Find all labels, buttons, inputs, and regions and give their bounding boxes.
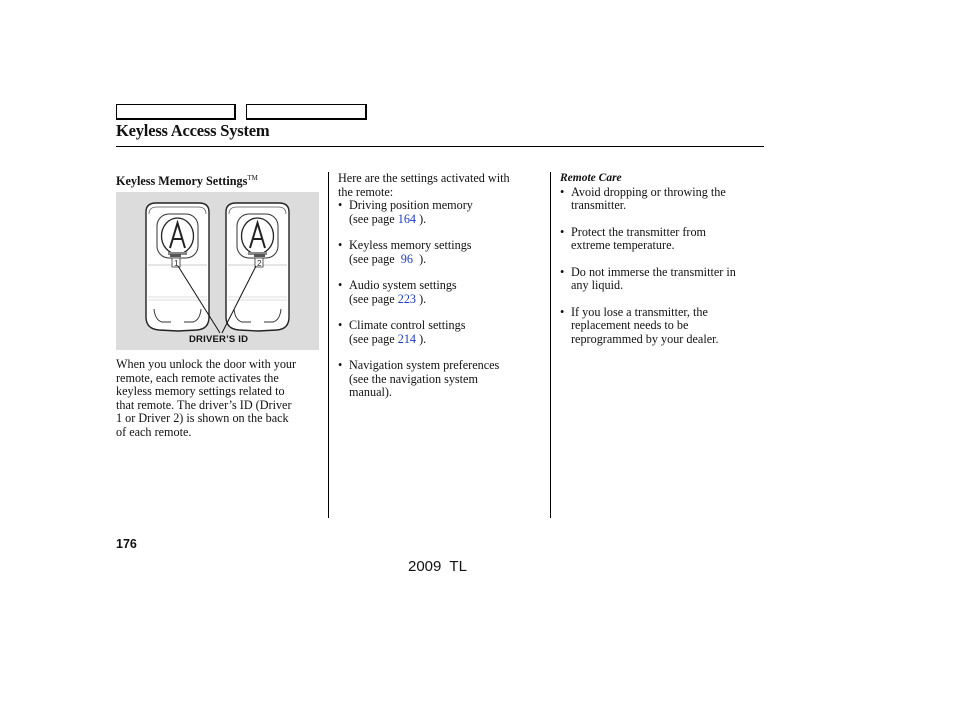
- care-item: • Avoid dropping or throwing the transmitter.: [560, 184, 726, 212]
- intro-line: Here are the settings activated with: [338, 171, 510, 185]
- care-item: • Protect the transmitter from extreme temperature.: [560, 224, 707, 252]
- page-link[interactable]: 223: [397, 291, 417, 306]
- page-number: 176: [116, 537, 137, 551]
- paragraph-line: of each remote.: [116, 424, 192, 439]
- page-reference: (see page 223 ).: [349, 291, 427, 306]
- paragraph-line: that remote. The driver’s ID (Driver: [116, 397, 292, 412]
- title-rule: [116, 146, 764, 147]
- remote-2-illustration: [226, 203, 289, 331]
- care-item: • Do not immerse the transmitter in any liquid.: [560, 264, 736, 292]
- settings-item: • Climate control settings (see page 214 ).: [338, 319, 543, 346]
- settings-item-detail: manual).: [349, 385, 392, 399]
- column-divider-2: [550, 172, 551, 518]
- remote-figure: [116, 192, 319, 350]
- settings-item: • Keyless memory settings (see page 96 ).: [338, 239, 543, 266]
- remote-id-1: 1: [174, 259, 179, 268]
- settings-item-label: Keyless memory settings: [349, 238, 472, 252]
- paragraph-line: keyless memory settings related to: [116, 384, 285, 398]
- settings-item: • Navigation system preferences (see the navigation system manual).: [338, 359, 543, 400]
- page-reference: (see page 96 ).: [349, 251, 427, 266]
- settings-item-label: Climate control settings: [349, 318, 466, 332]
- section-heading-text: Keyless Memory Settings: [116, 174, 248, 189]
- paragraph-line: 1 or Driver 2) is shown on the back: [116, 411, 289, 425]
- page-link[interactable]: 164: [397, 211, 417, 226]
- model-label: 2009 TL: [408, 558, 467, 575]
- trademark-mark: TM: [247, 174, 258, 182]
- settings-item-label: Driving position memory: [349, 198, 473, 212]
- intro-line: the remote:: [338, 184, 394, 199]
- settings-list: [338, 172, 543, 400]
- remote-care-section: [560, 172, 765, 346]
- paragraph-line: When you unlock the door with your: [116, 357, 297, 371]
- settings-item-label: Navigation system preferences: [349, 358, 500, 372]
- figure-label: DRIVER’S ID: [189, 334, 249, 345]
- intro-paragraph: [116, 358, 326, 439]
- remote-illustration: [116, 192, 319, 350]
- page-reference: (see page 164 ).: [349, 211, 427, 226]
- settings-item-label: Audio system settings: [349, 278, 457, 292]
- remote-1-illustration: [146, 203, 209, 331]
- nav-button-2[interactable]: [246, 104, 367, 120]
- nav-button-1[interactable]: [116, 104, 236, 120]
- settings-item: • Audio system settings (see page 223 ).: [338, 279, 543, 306]
- column-divider-1: [328, 172, 329, 518]
- settings-item: • Driving position memory (see page 164 ).: [338, 199, 543, 226]
- paragraph-line: remote, each remote activates the: [116, 370, 279, 385]
- page-link[interactable]: 214: [397, 331, 417, 346]
- remote-id-2: 2: [257, 259, 262, 268]
- care-item: • If you lose a transmitter, the replacement needs to be reprogrammed by your dealer.: [560, 304, 719, 346]
- settings-item-detail: (see the navigation system: [349, 371, 478, 386]
- page-title: Keyless Access System: [116, 121, 270, 140]
- page-reference: (see page 214 ).: [349, 331, 427, 346]
- settings-intro: [338, 172, 543, 199]
- page-link[interactable]: 96: [400, 251, 413, 266]
- section-heading: [116, 172, 258, 189]
- remote-care-heading: Remote Care: [560, 172, 622, 184]
